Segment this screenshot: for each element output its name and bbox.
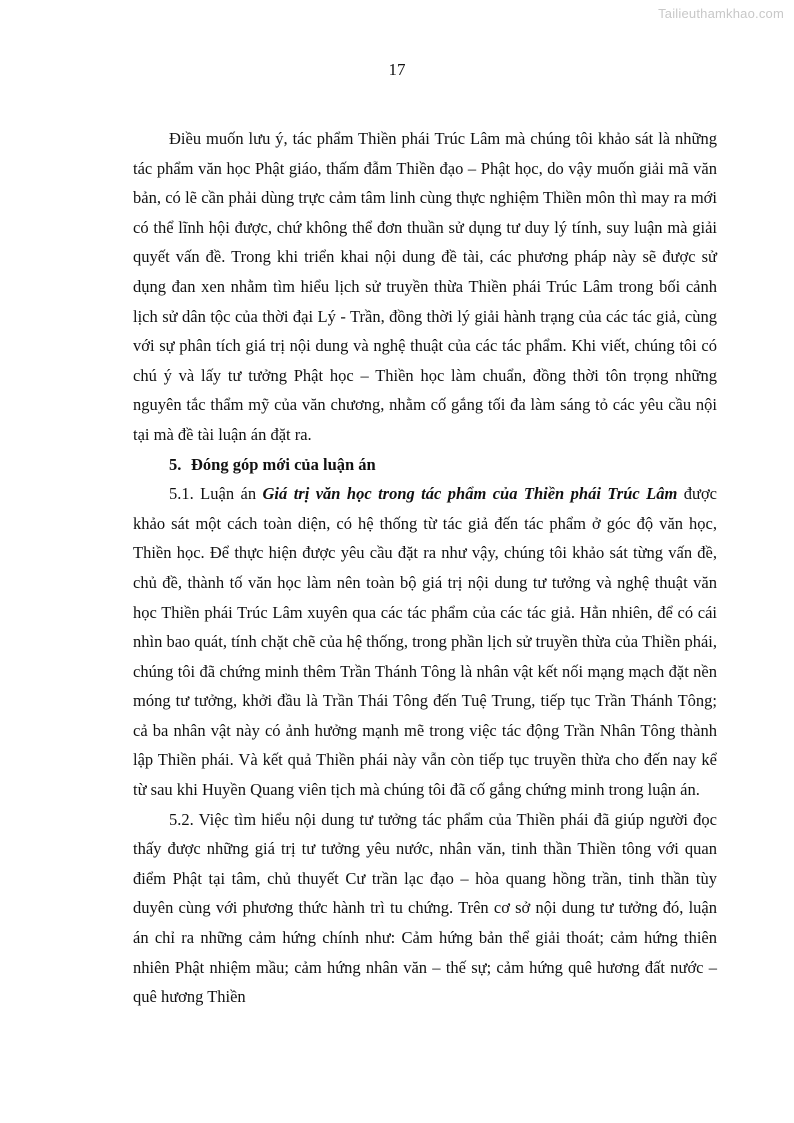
paragraph-5-1 — [133, 479, 717, 805]
paragraph-5-1-body: được khảo sát một cách toàn diện, có hệ thống từ tác giả đến tác phẩm ở góc độ văn học, Thiền học. Để thực hiện được yêu cầu đặt ra như vậy, chúng tôi khảo sát từng vấn đề, chủ đề, thành tố văn học làm nên toàn bộ giá trị nội dung tư tưởng và nghệ thuật văn học Thiền phái Trúc Lâm xuyên qua các tác phẩm của các tác giả. Hẳn nhiên, để có cái nhìn bao quát, tính chặt chẽ của hệ thống, trong phần lịch sử truyền thừa của Thiền phái, chúng tôi đã chứng minh thêm Trần Thánh Tông là nhân vật kết nối mạng mạch đặt nền móng tư tưởng, khởi đầu là Trần Thái Tông đến Tuệ Trung, tiếp tục Trần Thánh Tông; cả ba nhân vật này có ảnh hưởng mạnh mẽ trong việc tác động Trần Nhân Tông thành lập Thiền phái. Và kết quả Thiền phái này vẫn còn tiếp tục truyền thừa cho đến nay kể từ sau khi Huyền Quang viên tịch mà chúng tôi đã cố gắng chứng minh trong luận án. — [133, 484, 717, 800]
page-number: 17 — [388, 60, 406, 79]
section-heading — [133, 450, 717, 480]
paragraph-5-2: 5.2. Việc tìm hiểu nội dung tư tưởng tác phẩm của Thiền phái đã giúp người đọc thấy được những giá trị tư tưởng yêu nước, nhân văn, tinh thần Thiền tông với quan điểm Phật tại tâm, chủ thuyết Cư trần lạc đạo – hòa quang hồng trần, tinh thần tùy duyên cùng với phương thức hành trì tu chứng. Trên cơ sở nội dung tư tưởng đó, luận án chỉ ra những cảm hứng chính như: Cảm hứng bản thể giải thoát; cảm hứng thiên nhiên Phật nhiệm mầu; cảm hứng nhân văn – thế sự; cảm hứng quê hương đất nước – quê hương Thiền — [133, 809, 717, 1007]
section-number: 5. — [169, 454, 182, 474]
thesis-title-emphasis: Giá trị văn học trong tác phẩm của Thiền phái Trúc Lâm — [262, 484, 678, 504]
section-title: Đóng góp mới của luận án — [191, 454, 376, 474]
paragraph-5-1-prefix: 5.1. Luận án — [169, 484, 263, 504]
watermark: Tailieuthamkhao.com — [658, 6, 784, 21]
document-body — [133, 124, 717, 1012]
paragraph-methodology: Điều muốn lưu ý, tác phẩm Thiền phái Trúc Lâm mà chúng tôi khảo sát là những tác phẩm văn học Phật giáo, thấm đẫm Thiền đạo – Phật học, do vậy muốn giải mã văn bản, có lẽ cần phải dùng trực cảm tâm linh cùng thực nghiệm Thiền môn thì may ra mới có thể lĩnh hội được, chứ không thể đơn thuần sử dụng tư duy lý tính, suy luận mà giải quyết vấn đề. Trong khi triển khai nội dung đề tài, các phương pháp này sẽ được sử dụng đan xen nhằm tìm hiểu lịch sử truyền thừa Thiền phái Trúc Lâm trong bối cảnh lịch sử dân tộc của thời đại Lý - Trần, đồng thời lý giải hành trạng của các tác giả, cùng với sự phân tích giá trị nội dung và nghệ thuật của các tác phẩm. Khi viết, chúng tôi có chú ý và lấy tư tưởng Phật học – Thiền học làm chuẩn, đồng thời tôn trọng những nguyên tắc thẩm mỹ của văn chương, nhằm cố gắng tối đa làm sáng tỏ các yêu cầu nội tại mà đề tài luận án đặt ra. — [133, 129, 717, 444]
